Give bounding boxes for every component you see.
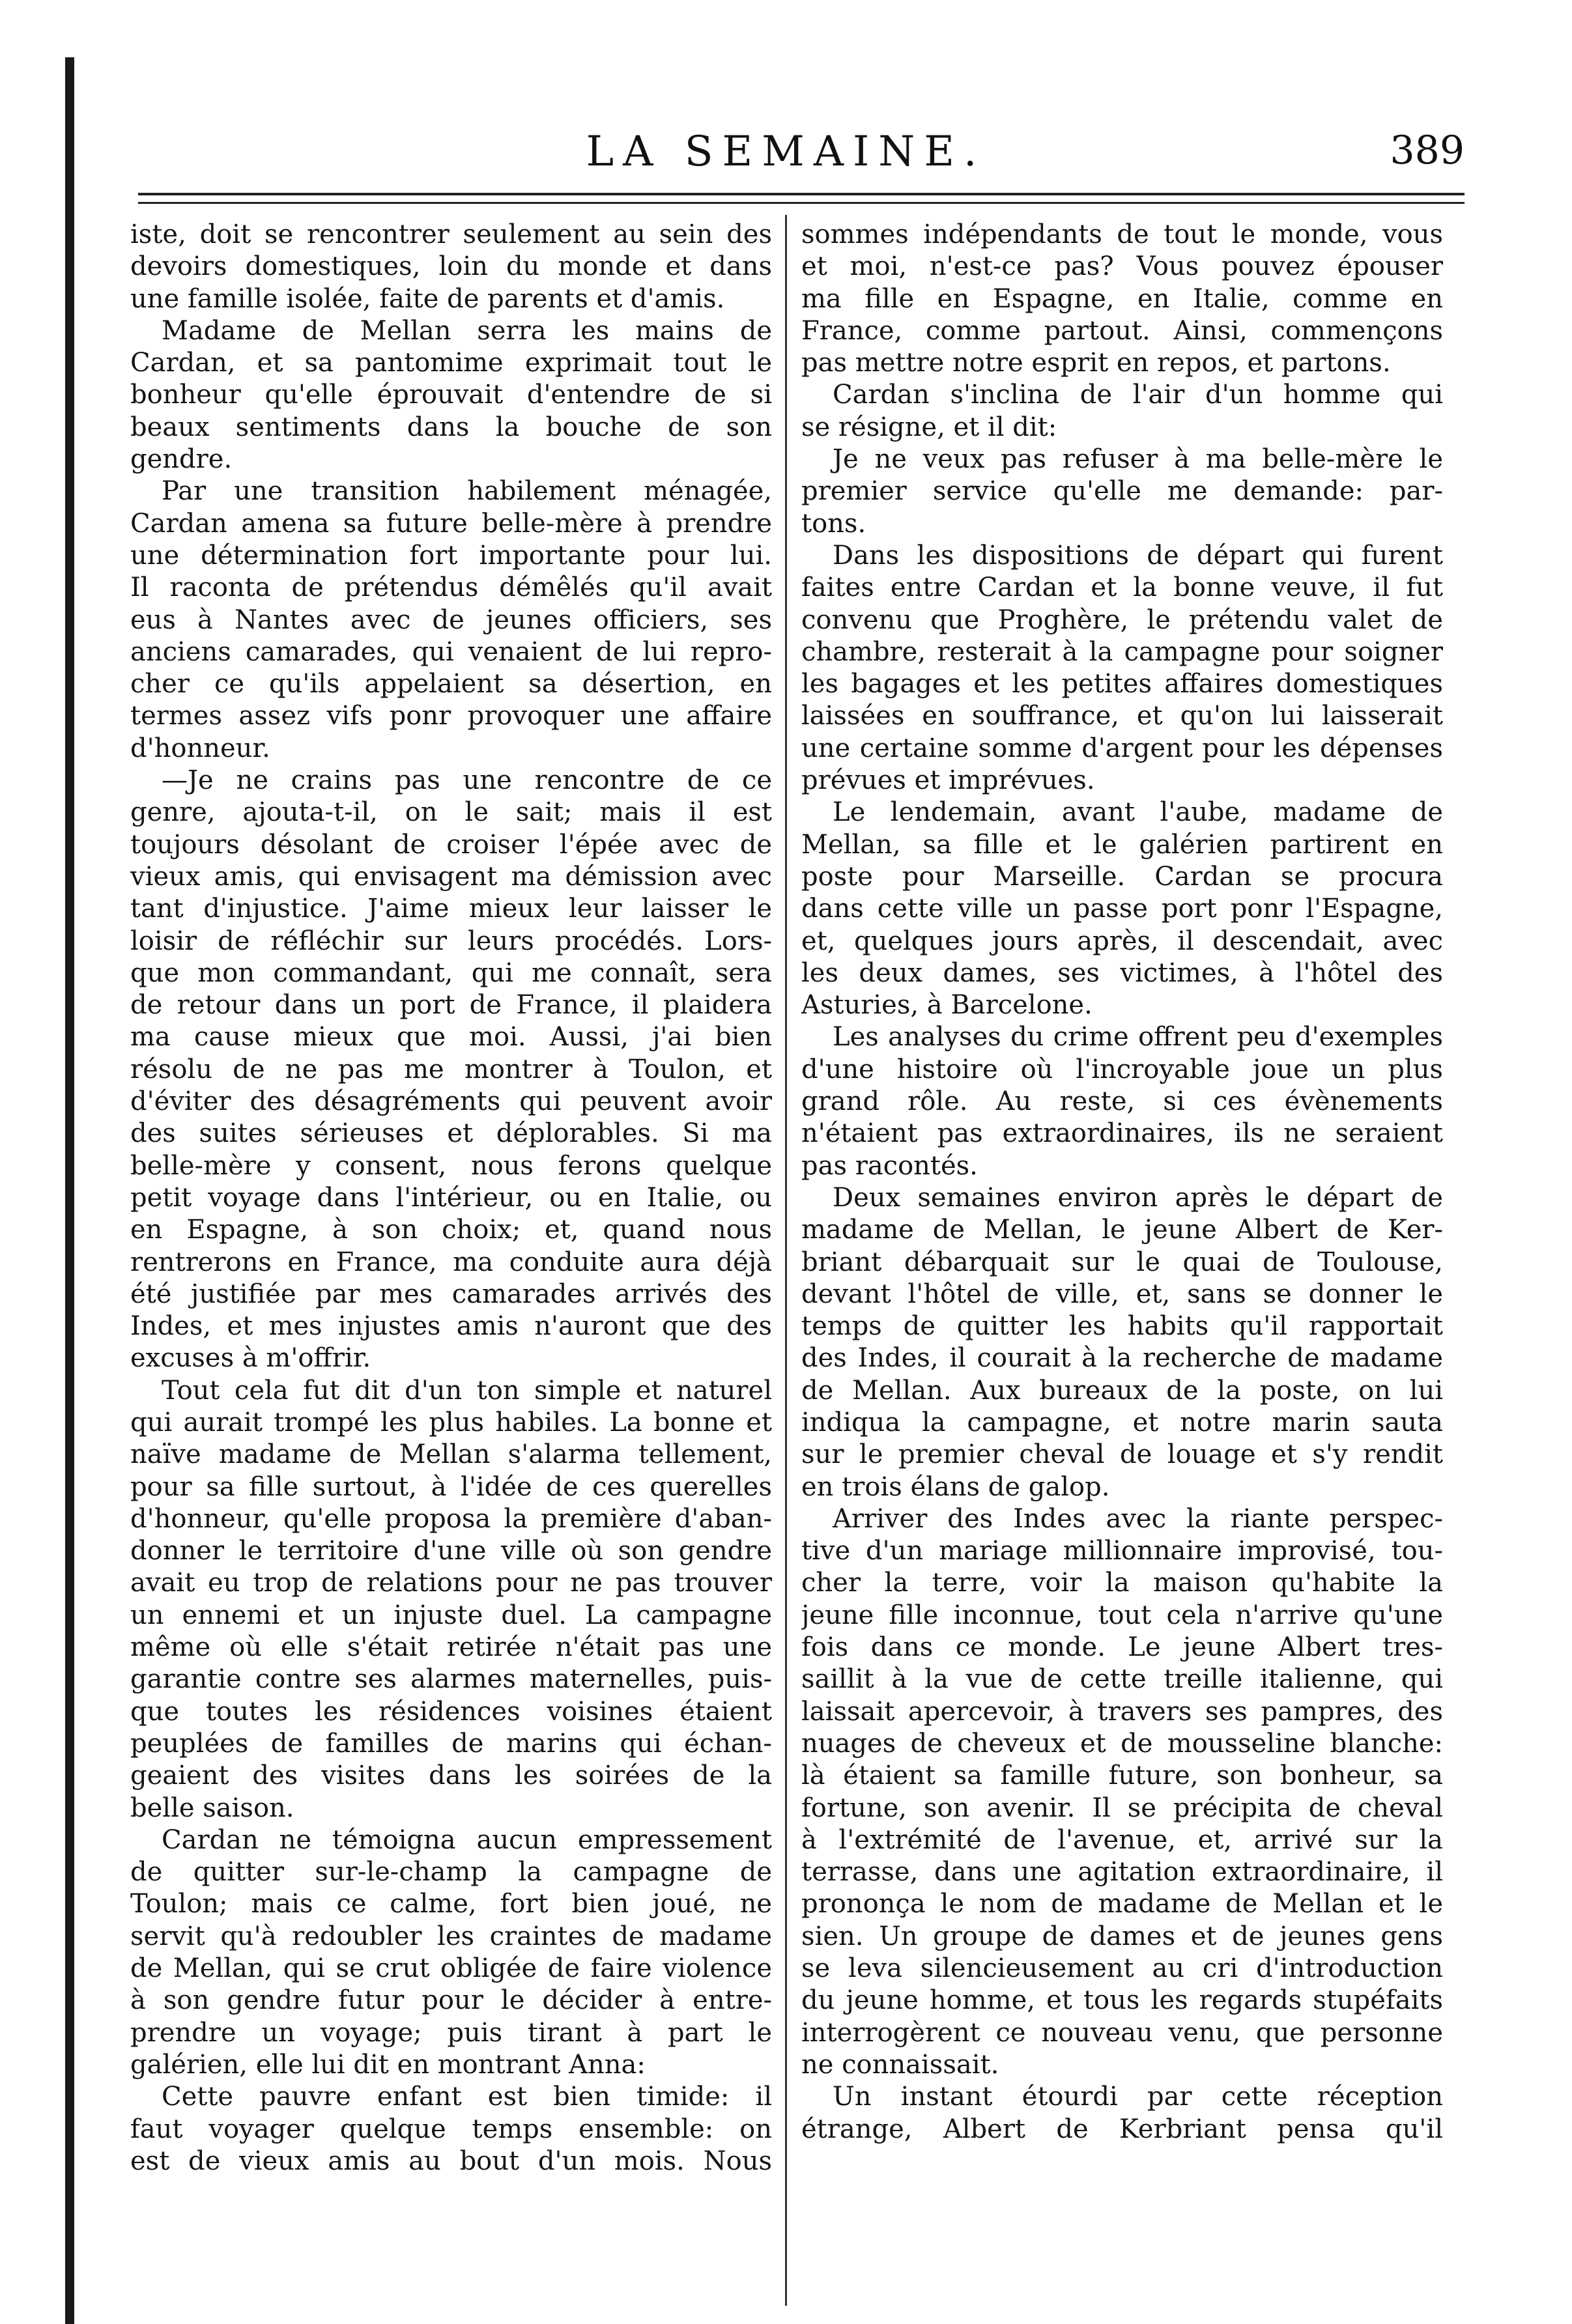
text-line: tive d'un mariage millionnaire improvisé, tou- <box>801 1536 1443 1566</box>
text-line: fois dans ce monde. Le jeune Albert tres- <box>801 1632 1443 1663</box>
text-line: d'une histoire où l'incroyable joue un plus <box>801 1054 1443 1084</box>
text-line: grand rôle. Au reste, si ces évènements <box>801 1086 1443 1117</box>
text-line: faut voyager quelque temps ensemble: on <box>130 2114 772 2144</box>
text-line: termes assez vifs ponr provoquer une affaire <box>130 701 772 731</box>
text-line: galérien, elle lui dit en montrant Anna: <box>130 2049 646 2080</box>
text-line: terrasse, dans une agitation extraordinaire, il <box>801 1857 1443 1888</box>
text-line: que mon commandant, qui me connaît, sera <box>130 957 772 988</box>
text-line: avait eu trop de relations pour ne pas trouver <box>130 1568 772 1598</box>
text-line: devoirs domestiques, loin du monde et dans <box>130 251 772 282</box>
text-line: devant l'hôtel de ville, et, sans se donner le <box>801 1279 1443 1309</box>
text-line: indiqua la campagne, et notre marin sauta <box>801 1407 1443 1438</box>
text-line: est de vieux amis au bout d'un mois. Nous <box>130 2146 772 2176</box>
text-line: du jeune homme, et tous les regards stupéfaits <box>801 1985 1443 2016</box>
text-line: tons. <box>801 508 866 539</box>
text-line: jeune fille inconnue, tout cela n'arrive qu'une <box>801 1600 1443 1630</box>
text-line: Cardan amena sa future belle-mère à prendre <box>130 508 772 539</box>
text-line: qui aurait trompé les plus habiles. La bonne et <box>130 1407 772 1438</box>
text-line: chambre, resterait à la campagne pour soigner <box>801 636 1443 667</box>
text-line: de Mellan. Aux bureaux de la poste, on lui <box>801 1375 1443 1406</box>
text-line: à l'extrémité de l'avenue, et, arrivé sur la <box>801 1824 1443 1855</box>
text-line: bonheur qu'elle éprouvait d'entendre de si <box>130 380 772 410</box>
text-line: cher la terre, voir la maison qu'habite la <box>801 1568 1443 1598</box>
text-line: vieux amis, qui envisagent ma démission avec <box>130 861 772 892</box>
text-line: à son gendre futur pour le décider à entre- <box>130 1985 772 2016</box>
text-line: Indes, et mes injustes amis n'auront que des <box>130 1311 772 1342</box>
text-line: Asturies, à Barcelone. <box>801 990 1093 1021</box>
text-line: fortune, son avenir. Il se précipita de cheval <box>801 1793 1443 1823</box>
text-line: même où elle s'était retirée n'était pas une <box>130 1632 772 1663</box>
text-line: en Espagne, à son choix; et, quand nous <box>130 1215 772 1245</box>
text-line: Deux semaines environ après le départ de <box>833 1182 1443 1213</box>
text-line: —Je ne crains pas une rencontre de ce <box>162 765 772 796</box>
text-line: Cette pauvre enfant est bien timide: il <box>162 2082 772 2112</box>
text-line: des Indes, il courait à la recherche de madame <box>801 1343 1443 1374</box>
text-line: rentrerons en France, ma conduite aura déjà <box>130 1247 772 1277</box>
text-line: de quitter sur-le-champ la campagne de <box>130 1857 772 1888</box>
text-line: de Mellan, qui se crut obligée de faire violence <box>130 1953 772 1984</box>
text-line: nuages de cheveux et de mousseline blanche: <box>801 1728 1443 1759</box>
text-line: une certaine somme d'argent pour les dépenses <box>801 733 1443 763</box>
text-line: excuses à m'offrir. <box>130 1343 371 1374</box>
header-rule <box>138 193 1465 195</box>
text-line: petit voyage dans l'intérieur, ou en Italie, ou <box>130 1182 772 1213</box>
text-line: belle-mère y consent, nous ferons quelque <box>130 1150 772 1181</box>
text-line: un ennemi et un injuste duel. La campagne <box>130 1600 772 1630</box>
text-line: Cardan ne témoigna aucun empressement <box>162 1824 772 1855</box>
text-line: anciens camarades, qui venaient de lui repro- <box>130 636 772 667</box>
text-line: gendre. <box>130 444 233 475</box>
text-line: laissées en souffrance, et qu'on lui laisserait <box>801 701 1443 731</box>
text-line: briant débarquait sur le quai de Toulouse, <box>801 1247 1443 1277</box>
text-line: eus à Nantes avec de jeunes officiers, ses <box>130 604 772 635</box>
text-line: toujours désolant de croiser l'épée avec de <box>130 829 772 860</box>
text-line: garantie contre ses alarmes maternelles, puis- <box>130 1664 772 1695</box>
text-line: en trois élans de galop. <box>801 1471 1110 1502</box>
text-line: pas mettre notre esprit en repos, et partons. <box>801 348 1391 378</box>
text-line: Je ne veux pas refuser à ma belle-mère le <box>833 444 1443 475</box>
text-line: faites entre Cardan et la bonne veuve, il fut <box>801 573 1443 603</box>
text-line: Il raconta de prétendus démêlés qu'il avait <box>130 573 772 603</box>
text-line: Cardan, et sa pantomime exprimait tout le <box>130 348 772 378</box>
text-line: été justifiée par mes camarades arrivés des <box>130 1279 772 1309</box>
text-line: cher ce qu'ils appelaient sa désertion, en <box>130 669 772 700</box>
text-line: ma cause mieux que moi. Aussi, j'ai bien <box>130 1022 772 1053</box>
text-line: d'honneur, qu'elle proposa la première d'aban- <box>130 1503 772 1534</box>
text-line: que toutes les résidences voisines étaient <box>130 1696 772 1727</box>
text-line: laissait apercevoir, à travers ses pampres, des <box>801 1696 1443 1727</box>
running-title: LA SEMAINE. <box>586 128 986 176</box>
text-line: poste pour Marseille. Cardan se procura <box>801 861 1443 892</box>
text-line: et moi, n'est-ce pas? Vous pouvez épouser <box>801 251 1443 282</box>
text-line: résolu de ne pas me montrer à Toulon, et <box>130 1054 772 1084</box>
left-text-column <box>130 219 772 2317</box>
text-line: des suites sérieuses et déplorables. Si ma <box>130 1118 772 1149</box>
text-line: France, comme partout. Ainsi, commençons <box>801 315 1443 346</box>
text-line: iste, doit se rencontrer seulement au sein des <box>130 220 772 249</box>
text-line: Madame de Mellan serra les mains de <box>162 315 772 346</box>
text-line: genre, ajouta-t-il, on le sait; mais il est <box>130 797 772 828</box>
text-line: là étaient sa famille future, son bonheur, sa <box>801 1761 1443 1791</box>
text-line: ma fille en Espagne, en Italie, comme en <box>801 283 1443 314</box>
text-line: naïve madame de Mellan s'alarma tellement, <box>130 1439 772 1470</box>
text-line: une détermination fort importante pour lui. <box>130 540 772 571</box>
text-line: Tout cela fut dit d'un ton simple et naturel <box>162 1375 772 1406</box>
header-rule-thin <box>138 202 1465 204</box>
text-line: peuplées de familles de marins qui échan- <box>130 1728 772 1759</box>
binding-edge-bar <box>65 57 74 2324</box>
text-line: prendre un voyage; puis tirant à part le <box>130 2017 772 2048</box>
text-line: sur le premier cheval de louage et s'y rendit <box>801 1439 1443 1470</box>
text-line: servit qu'à redoubler les craintes de madame <box>130 1921 772 1951</box>
text-line: prévues et imprévues. <box>801 765 1095 796</box>
text-line: donner le territoire d'une ville où son gendre <box>130 1536 772 1566</box>
text-line: Par une transition habilement ménagée, <box>162 476 772 507</box>
text-line: étrange, Albert de Kerbriant pensa qu'il <box>801 2114 1443 2144</box>
right-text-column <box>801 219 1443 2317</box>
text-line: Arriver des Indes avec la riante perspec- <box>833 1503 1443 1534</box>
text-line: geaient des visites dans les soirées de la <box>130 1761 772 1791</box>
text-line: Toulon; mais ce calme, fort bien joué, ne <box>130 1889 772 1920</box>
text-line: pas racontés. <box>801 1150 978 1181</box>
text-line: ne connaissait. <box>801 2049 999 2080</box>
text-line: saillit à la vue de cette treille italienne, qui <box>801 1664 1443 1695</box>
text-line: sommes indépendants de tout le monde, vous <box>801 220 1443 249</box>
text-line: pour sa fille surtout, à l'idée de ces querelles <box>130 1471 772 1502</box>
text-line: belle saison. <box>130 1793 294 1823</box>
text-line: sien. Un groupe de dames et de jeunes gens <box>801 1921 1443 1951</box>
text-line: se résigne, et il dit: <box>801 412 1057 442</box>
text-line: Mellan, sa fille et le galérien partirent en <box>801 829 1443 860</box>
text-line: interrogèrent ce nouveau venu, que personne <box>801 2017 1443 2048</box>
text-line: n'étaient pas extraordinaires, ils ne seraient <box>801 1118 1443 1149</box>
text-line: premier service qu'elle me demande: par- <box>801 476 1443 507</box>
text-line: Le lendemain, avant l'aube, madame de <box>833 797 1443 828</box>
page-number: 389 <box>1390 128 1465 173</box>
text-line: tant d'injustice. J'aime mieux leur laisser le <box>130 894 772 924</box>
text-line: Les analyses du crime offrent peu d'exemples <box>833 1022 1443 1053</box>
text-line: dans cette ville un passe port ponr l'Espagne, <box>801 894 1443 924</box>
text-line: convenu que Proghère, le prétendu valet de <box>801 604 1443 635</box>
text-line: loisir de réfléchir sur leurs procédés. Lors- <box>130 926 772 956</box>
text-line: les deux dames, ses victimes, à l'hôtel des <box>801 957 1443 988</box>
text-line: beaux sentiments dans la bouche de son <box>130 412 772 442</box>
text-line: et, quelques jours après, il descendait, avec <box>801 926 1443 956</box>
text-line: d'éviter des désagréments qui peuvent avoir <box>130 1086 772 1117</box>
column-divider <box>785 215 787 2306</box>
text-line: Un instant étourdi par cette réception <box>833 2082 1443 2112</box>
text-line: madame de Mellan, le jeune Albert de Ker- <box>801 1215 1443 1245</box>
text-line: temps de quitter les habits qu'il rapportait <box>801 1311 1443 1342</box>
text-line: prononça le nom de madame de Mellan et le <box>801 1889 1443 1920</box>
text-line: de retour dans un port de France, il plaidera <box>130 990 772 1021</box>
text-line: d'honneur. <box>130 733 270 763</box>
text-line: Cardan s'inclina de l'air d'un homme qui <box>833 380 1443 410</box>
text-line: les bagages et les petites affaires domestiques <box>801 669 1443 700</box>
text-line: Dans les dispositions de départ qui furent <box>833 540 1443 571</box>
text-line: une famille isolée, faite de parents et d'amis. <box>130 283 725 314</box>
text-line: se leva silencieusement au cri d'introduction <box>801 1953 1443 1984</box>
